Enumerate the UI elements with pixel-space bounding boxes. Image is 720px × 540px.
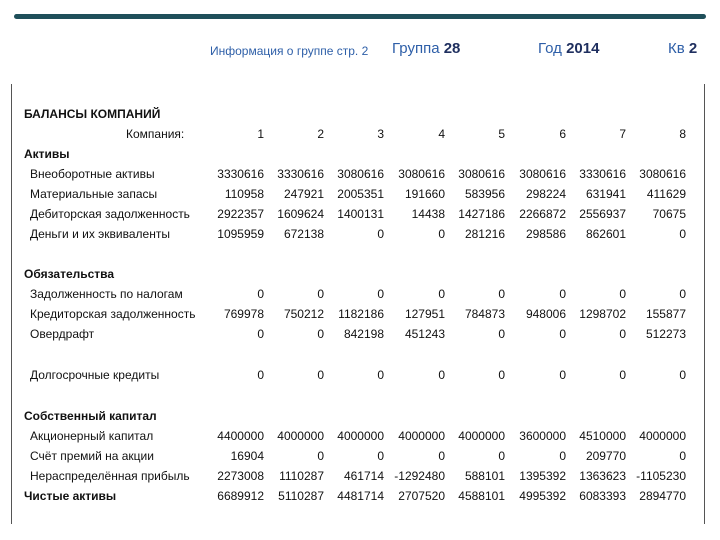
table-cell: 1400131 — [337, 207, 384, 221]
table-cell: 0 — [559, 327, 566, 341]
table-cell: 769978 — [223, 307, 264, 321]
table-cell: 1427186 — [458, 207, 505, 221]
table-cell: 3080616 — [458, 167, 505, 181]
table-cell: 4400000 — [217, 429, 264, 443]
table-cell: 0 — [438, 287, 445, 301]
table-cell: 3330616 — [217, 167, 264, 181]
table-cell: 4000000 — [639, 429, 686, 443]
table-cell: 2005351 — [337, 187, 384, 201]
table-cell: 1182186 — [338, 307, 384, 321]
table-cell: 16904 — [230, 449, 264, 463]
table-cell: 0 — [619, 327, 626, 341]
row-label: Задолженность по налогам — [30, 287, 183, 301]
table-cell: 0 — [257, 287, 264, 301]
table-cell: 672138 — [283, 227, 324, 241]
table-cell: 0 — [438, 227, 445, 241]
table-cell: 451243 — [404, 327, 445, 341]
table-cell: 0 — [679, 287, 686, 301]
row-label: Акционерный капитал — [30, 429, 154, 443]
table-cell: 461714 — [343, 469, 384, 483]
row-label: Кредиторская задолженность — [30, 307, 196, 321]
page-info-label: Информация о группе стр. 2 — [210, 44, 369, 58]
table-cell: 0 — [498, 368, 505, 382]
table-cell: 411629 — [646, 187, 686, 201]
table-cell: 4000000 — [337, 429, 384, 443]
table-cell: 191660 — [404, 187, 445, 201]
group-value: 28 — [443, 40, 461, 57]
row-label: Дебиторская задолженность — [30, 207, 190, 221]
table-cell: 0 — [498, 449, 505, 463]
quarter-indicator — [668, 40, 697, 57]
row-label: Внеоборотные активы — [30, 167, 155, 181]
total-cell: 5110287 — [278, 489, 324, 503]
table-cell: 0 — [498, 327, 505, 341]
table-cell: 3080616 — [398, 167, 445, 181]
table-cell: 209770 — [585, 449, 626, 463]
company-number-cell: 1 — [257, 127, 264, 141]
table-cell: 0 — [317, 287, 324, 301]
table-cell: 0 — [619, 368, 626, 382]
section-heading: Активы — [24, 147, 70, 161]
table-cell: 0 — [619, 287, 626, 301]
group-indicator — [392, 40, 460, 57]
total-cell: 2707520 — [398, 489, 445, 503]
top-divider-bar — [14, 14, 706, 19]
total-cell: 4481714 — [337, 489, 384, 503]
table-cell: 0 — [377, 449, 384, 463]
total-cell: 4995392 — [519, 489, 566, 503]
section-heading: Обязательства — [24, 267, 115, 281]
table-cell: 2273008 — [217, 469, 264, 483]
table-cell: 0 — [377, 368, 384, 382]
quarter-value: 2 — [688, 40, 698, 57]
table-cell: 784873 — [464, 307, 505, 321]
company-number-cell: 4 — [438, 127, 445, 141]
table-cell: 2266872 — [519, 207, 566, 221]
table-cell: 948006 — [525, 307, 566, 321]
table-cell: 583956 — [464, 187, 505, 201]
row-label: Счёт премий на акции — [30, 449, 154, 463]
year-label: Год — [538, 40, 562, 57]
table-cell: 0 — [317, 368, 324, 382]
table-cell: 4000000 — [277, 429, 324, 443]
table-cell: 1110287 — [279, 469, 324, 483]
table-cell: 0 — [377, 227, 384, 241]
table-cell: -1292480 — [394, 469, 445, 483]
row-label: Нераспределённая прибыль — [30, 469, 190, 483]
table-cell: -1105230 — [636, 469, 686, 483]
company-number-cell: 6 — [559, 127, 566, 141]
table-cell: 247921 — [283, 187, 324, 201]
total-cell: 6689912 — [217, 489, 264, 503]
group-label: Группа — [392, 40, 440, 57]
total-cell: 6083393 — [579, 489, 626, 503]
table-cell: 0 — [679, 227, 686, 241]
company-header-label: Компания: — [126, 127, 185, 141]
table-cell: 4510000 — [579, 429, 626, 443]
table-cell: 4000000 — [458, 429, 505, 443]
table-cell: 3600000 — [519, 429, 566, 443]
table-cell: 2922357 — [217, 207, 264, 221]
table-cell: 298586 — [525, 227, 566, 241]
table-cell: 127951 — [404, 307, 445, 321]
table-cell: 750212 — [283, 307, 324, 321]
table-cell: 588101 — [464, 469, 505, 483]
company-number-cell: 8 — [679, 127, 686, 141]
company-number-cell: 5 — [498, 127, 505, 141]
table-cell: 0 — [559, 287, 566, 301]
table-cell: 3330616 — [579, 167, 626, 181]
table-cell: 0 — [377, 287, 384, 301]
year-indicator — [538, 40, 599, 57]
table-cell: 0 — [559, 368, 566, 382]
table-cell: 1395392 — [519, 469, 566, 483]
table-cell: 0 — [559, 449, 566, 463]
table-cell: 110958 — [224, 187, 264, 201]
table-cell: 3330616 — [277, 167, 324, 181]
total-cell: 4588101 — [458, 489, 505, 503]
table-cell: 2556937 — [579, 207, 626, 221]
table-cell: 3080616 — [337, 167, 384, 181]
table-cell: 0 — [438, 449, 445, 463]
table-cell: 862601 — [585, 227, 626, 241]
table-cell: 0 — [257, 327, 264, 341]
row-label: Деньги и их эквиваленты — [30, 227, 170, 241]
quarter-label: Кв — [668, 40, 685, 57]
table-cell: 3080616 — [519, 167, 566, 181]
table-cell: 155877 — [645, 307, 686, 321]
company-number-cell: 3 — [377, 127, 384, 141]
section-heading: Собственный капитал — [24, 409, 157, 423]
table-cell: 0 — [257, 368, 264, 382]
company-number-cell: 7 — [619, 127, 626, 141]
table-cell: 14438 — [411, 207, 445, 221]
total-cell: 2894770 — [639, 489, 686, 503]
table-cell: 0 — [438, 368, 445, 382]
table-cell: 0 — [317, 449, 324, 463]
table-cell: 1298702 — [579, 307, 626, 321]
table-cell: 631941 — [585, 187, 626, 201]
table-cell: 4000000 — [398, 429, 445, 443]
company-number-cell: 2 — [317, 127, 324, 141]
table-cell: 0 — [498, 287, 505, 301]
year-value: 2014 — [566, 40, 600, 57]
table-cell: 0 — [679, 449, 686, 463]
table-cell: 1609624 — [277, 207, 324, 221]
row-label: Материальные запасы — [30, 187, 158, 201]
table-cell: 0 — [679, 368, 686, 382]
table-title: БАЛАНСЫ КОМПАНИЙ — [24, 107, 161, 121]
table-cell: 1363623 — [579, 469, 626, 483]
table-cell: 1095959 — [217, 227, 264, 241]
table-cell: 281216 — [464, 227, 505, 241]
table-cell: 512273 — [645, 327, 686, 341]
total-row-label: Чистые активы — [24, 489, 117, 503]
table-cell: 70675 — [652, 207, 686, 221]
table-cell: 842198 — [343, 327, 384, 341]
table-cell: 0 — [317, 327, 324, 341]
table-cell: 3080616 — [639, 167, 686, 181]
table-cell: 298224 — [525, 187, 566, 201]
row-label: Долгосрочные кредиты — [30, 368, 160, 382]
row-label: Овердрафт — [30, 327, 95, 341]
